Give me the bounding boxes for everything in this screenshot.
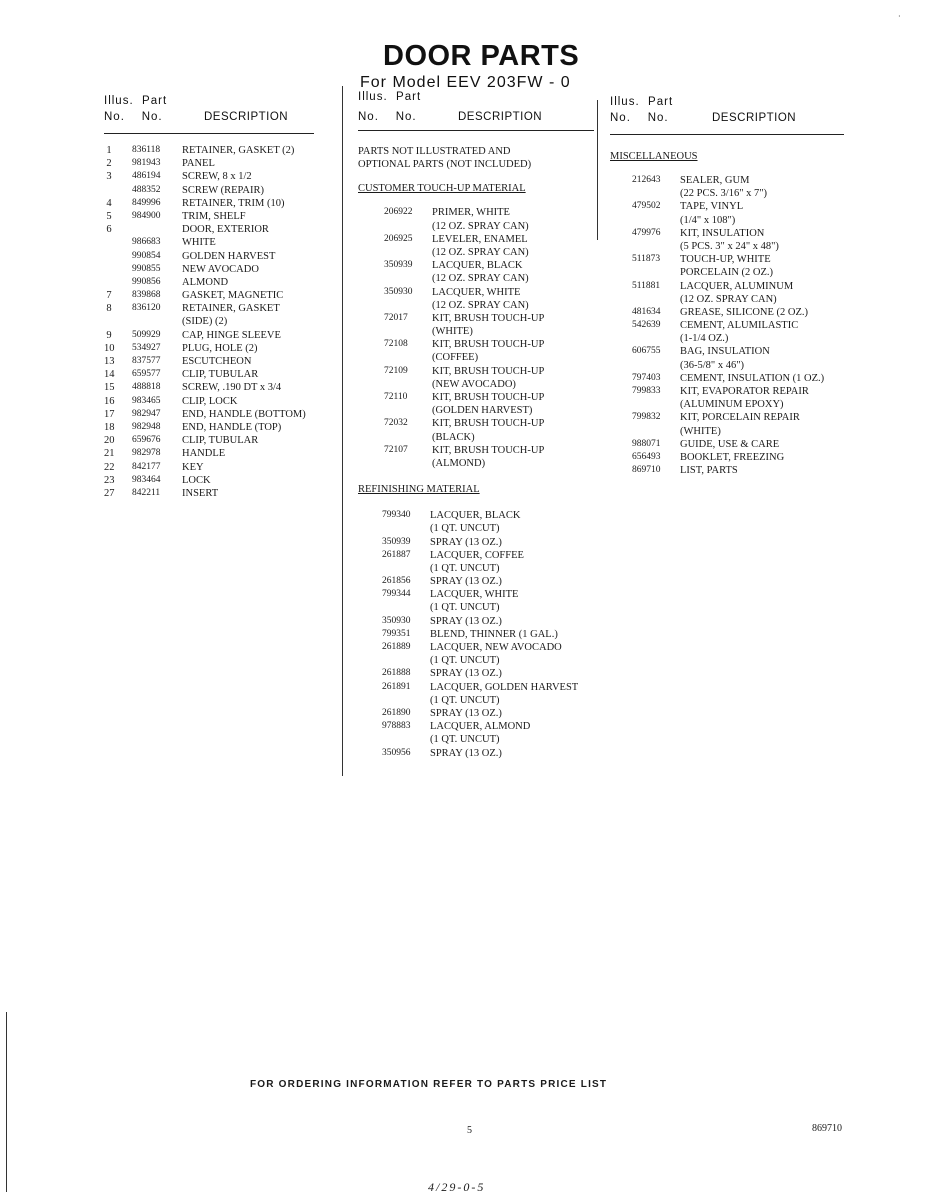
part-description: LACQUER, WHITE [432, 286, 521, 298]
list-item [358, 707, 594, 720]
illus-number: 4 [106, 197, 112, 209]
list-item [104, 368, 314, 381]
part-description: KIT, EVAPORATOR REPAIR [680, 386, 809, 397]
list-item [610, 293, 850, 306]
illus-number: 1 [106, 145, 112, 156]
part-number: 799344 [382, 589, 411, 600]
list-item [104, 381, 314, 394]
part-description: (22 PCS. 3/16" x 7") [680, 188, 768, 200]
list-item [104, 408, 314, 421]
part-number: 799832 [632, 412, 661, 423]
part-description: LACQUER, GOLDEN HARVEST [430, 681, 579, 693]
list-item [358, 615, 594, 628]
part-description: (1 QT. UNCUT) [430, 523, 500, 535]
list-item [358, 286, 594, 299]
list-item [358, 325, 594, 338]
part-number: 837577 [132, 356, 161, 366]
part-description: (1 QT. UNCUT) [430, 694, 500, 706]
part-description: GUIDE, USE & CARE [680, 438, 780, 450]
list-item [610, 398, 850, 411]
part-description: SCREW, .190 DT x 3/4 [182, 382, 282, 394]
list-item [358, 733, 594, 746]
list-item [104, 197, 314, 210]
part-number: 659676 [132, 435, 161, 446]
part-description: KIT, BRUSH TOUCH-UP [432, 312, 545, 324]
part-description: END, HANDLE (TOP) [182, 421, 282, 433]
part-description: KIT, BRUSH TOUCH-UP [432, 365, 545, 377]
list-item [104, 184, 314, 197]
part-description: SPRAY (13 OZ.) [430, 536, 502, 548]
part-description: SPRAY (13 OZ.) [430, 668, 502, 680]
part-description: (1 QT. UNCUT) [430, 562, 500, 574]
refinish-section-title: REFINISHING MATERIAL [358, 484, 480, 496]
part-description: (WHITE) [680, 425, 721, 437]
part-description: (36-5/8" x 46") [680, 359, 744, 371]
part-number: 978883 [382, 721, 411, 732]
part-number: 982947 [132, 408, 161, 419]
part-description: KEY [182, 461, 204, 473]
part-number: 542639 [632, 320, 661, 331]
part-number: 261856 [382, 576, 411, 587]
part-number: 849996 [132, 197, 161, 208]
list-item [104, 144, 314, 157]
part-description: HANDLE [182, 448, 226, 460]
list-item [610, 345, 850, 358]
part-description: LACQUER, WHITE [430, 589, 519, 601]
illus-number: 13 [104, 356, 115, 367]
part-description: DOOR, EXTERIOR [182, 224, 269, 236]
middle-header [358, 91, 594, 127]
list-item [104, 263, 314, 276]
part-number: 842211 [132, 487, 161, 498]
handwritten-date: 4/29-0-5 [428, 1180, 486, 1194]
illus-number: 17 [104, 408, 115, 420]
part-number: 488352 [132, 184, 161, 195]
illus-part-header: Illus. Part [610, 96, 674, 108]
description-header: DESCRIPTION [458, 111, 543, 123]
part-description: PLUG, HOLE (2) [182, 342, 258, 354]
list-item [358, 365, 594, 378]
part-description: BLEND, THINNER (1 GAL.) [430, 628, 558, 640]
illus-number: 3 [106, 171, 112, 183]
list-item [104, 421, 314, 434]
description-header: DESCRIPTION [204, 111, 289, 123]
list-item [358, 391, 594, 404]
list-item [610, 280, 850, 293]
right-header-rule [610, 134, 844, 135]
part-description: LOCK [182, 474, 211, 486]
list-item [358, 641, 594, 654]
list-item [610, 411, 850, 424]
part-description: (1/4" x 108") [680, 214, 736, 226]
part-number: 261889 [382, 642, 411, 653]
part-description: PORCELAIN (2 OZ.) [680, 267, 774, 279]
list-item [610, 464, 850, 477]
illus-part-header: Illus. Part [104, 95, 168, 107]
page-number: 5 [467, 1125, 472, 1136]
part-number: 350939 [384, 260, 413, 271]
part-number: 72109 [384, 365, 408, 376]
part-description: GREASE, SILICONE (2 OZ.) [680, 306, 809, 318]
list-item [104, 329, 314, 342]
list-item [104, 474, 314, 487]
list-item [358, 404, 594, 417]
column-divider-right [597, 100, 598, 240]
part-number: 797403 [632, 372, 661, 383]
list-item [104, 447, 314, 460]
part-description: PRIMER, WHITE [432, 207, 510, 219]
illus-number: 8 [106, 303, 112, 315]
touchup-parts-list [358, 206, 594, 470]
list-item [104, 250, 314, 263]
list-item [610, 425, 850, 438]
part-number: 982948 [132, 421, 161, 432]
part-description: (1 QT. UNCUT) [430, 602, 500, 614]
part-description: (SIDE) (2) [182, 316, 228, 328]
part-description: CAP, HINGE SLEEVE [182, 329, 281, 341]
list-item [610, 187, 850, 200]
list-item [610, 253, 850, 266]
refinish-parts-list [358, 509, 594, 760]
part-number: 72107 [384, 444, 408, 455]
part-description: SPRAY (13 OZ.) [430, 707, 502, 719]
part-description: (ALMOND) [432, 457, 486, 469]
part-description: SCREW (REPAIR) [182, 184, 264, 196]
list-item [358, 444, 594, 457]
part-number: 836120 [132, 303, 161, 314]
part-description: (GOLDEN HARVEST) [432, 405, 533, 417]
model-subtitle: For Model EEV 203FW - 0 [360, 74, 571, 91]
list-item [610, 240, 850, 253]
list-item [358, 667, 594, 680]
list-item [610, 214, 850, 227]
list-item [358, 681, 594, 694]
part-description: SPRAY (13 OZ.) [430, 747, 502, 759]
list-item [358, 299, 594, 312]
part-number: 261888 [382, 668, 411, 679]
list-item [358, 628, 594, 641]
list-item [358, 206, 594, 219]
part-description: GASKET, MAGNETIC [182, 290, 284, 302]
part-number: 534927 [132, 342, 161, 353]
part-description: SEALER, GUM [680, 175, 750, 186]
description-header: DESCRIPTION [712, 112, 797, 124]
part-description: INSERT [182, 487, 219, 499]
list-item [358, 417, 594, 430]
part-number: 799833 [632, 386, 661, 396]
part-number: 72110 [384, 392, 408, 403]
list-item [358, 378, 594, 391]
part-description: LACQUER, ALUMINUM [680, 280, 794, 292]
part-description: KIT, BRUSH TOUCH-UP [432, 392, 545, 404]
middle-column [358, 91, 594, 760]
illus-number: 14 [104, 369, 115, 381]
part-description: RETAINER, GASKET [182, 303, 280, 315]
part-description: (12 OZ. SPRAY CAN) [432, 220, 529, 232]
part-number: 350930 [382, 615, 411, 626]
part-number: 990855 [132, 263, 161, 274]
part-number: 261891 [382, 681, 411, 692]
part-number: 990854 [132, 250, 161, 261]
part-number: 656493 [632, 451, 661, 462]
list-item [104, 355, 314, 368]
part-description: GOLDEN HARVEST [182, 250, 276, 262]
illus-part-header: Illus. Part [358, 91, 422, 103]
part-description: SPRAY (13 OZ.) [430, 576, 502, 588]
illus-number: 20 [104, 435, 115, 447]
middle-header-rule [358, 130, 594, 131]
list-item [358, 457, 594, 470]
part-number: 72017 [384, 312, 408, 323]
part-number: 659577 [132, 369, 161, 380]
part-number: 509929 [132, 329, 161, 340]
part-description: CLIP, LOCK [182, 395, 238, 407]
list-item [610, 372, 850, 385]
list-item [104, 315, 314, 328]
list-item [358, 272, 594, 285]
list-item [358, 601, 594, 614]
touchup-section-title: CUSTOMER TOUCH-UP MATERIAL [358, 183, 526, 195]
illus-number: 23 [104, 474, 115, 486]
part-description: LACQUER, COFFEE [430, 549, 524, 561]
no-no-header: No. No. [104, 111, 163, 123]
list-item [358, 509, 594, 522]
list-item [358, 522, 594, 535]
part-description: LACQUER, BLACK [432, 260, 523, 272]
list-item [104, 223, 314, 236]
part-description: BOOKLET, FREEZING [680, 451, 785, 463]
list-item [104, 157, 314, 170]
illus-number: 22 [104, 461, 115, 473]
part-number: 350939 [382, 536, 411, 547]
list-item [104, 302, 314, 315]
part-description: PANEL [182, 158, 215, 170]
list-item [358, 654, 594, 667]
part-number: 983464 [132, 474, 161, 485]
part-number: 511881 [632, 280, 661, 291]
list-item [610, 200, 850, 213]
part-description: (ALUMINUM EPOXY) [680, 399, 784, 411]
part-description: (BLACK) [432, 431, 475, 443]
list-item [610, 438, 850, 451]
list-item [358, 312, 594, 325]
illus-number: 10 [104, 342, 115, 354]
illus-number: 27 [104, 487, 115, 499]
list-item [358, 549, 594, 562]
part-description: (1-1/4 OZ.) [680, 333, 729, 345]
list-item [358, 536, 594, 549]
part-number: 984900 [132, 210, 161, 221]
part-number: 990856 [132, 276, 161, 287]
part-number: 869710 [632, 465, 661, 476]
part-number: 206925 [384, 233, 413, 244]
left-header [104, 95, 314, 131]
part-number: 72032 [384, 418, 408, 429]
list-item [610, 385, 850, 398]
part-description: CEMENT, ALUMILASTIC [680, 320, 799, 332]
scan-mark: · [898, 12, 901, 21]
part-description: SPRAY (13 OZ.) [430, 615, 502, 627]
list-item [358, 747, 594, 760]
part-number: 206922 [384, 207, 413, 218]
illus-number: 6 [106, 224, 112, 236]
list-item [358, 694, 594, 707]
part-description: TAPE, VINYL [680, 201, 744, 213]
part-number: 488818 [132, 382, 161, 393]
part-description: CEMENT, INSULATION (1 OZ.) [680, 372, 825, 384]
part-description: (COFFEE) [432, 352, 479, 364]
margin-line [6, 1012, 7, 1192]
list-item [610, 266, 850, 279]
no-no-header: No. No. [358, 111, 417, 123]
part-number: 799340 [382, 510, 411, 521]
list-item [358, 259, 594, 272]
list-item [358, 338, 594, 351]
list-item [358, 220, 594, 233]
part-number: 350930 [384, 286, 413, 297]
misc-parts-list [610, 174, 850, 477]
part-number: 479502 [632, 201, 661, 212]
list-item [358, 720, 594, 733]
list-item [104, 170, 314, 183]
list-item [610, 227, 850, 240]
part-number: 479976 [632, 227, 661, 238]
part-number: 799351 [382, 628, 411, 639]
part-description: CLIP, TUBULAR [182, 435, 259, 447]
part-description: LEVELER, ENAMEL [432, 233, 528, 245]
part-description: ESCUTCHEON [182, 356, 252, 367]
part-description: END, HANDLE (BOTTOM) [182, 408, 306, 420]
list-item [104, 342, 314, 355]
part-description: (1 QT. UNCUT) [430, 734, 500, 746]
left-header-rule [104, 133, 314, 134]
part-description: LACQUER, BLACK [430, 510, 521, 522]
list-item [104, 461, 314, 474]
list-item [358, 351, 594, 364]
illus-number: 5 [106, 210, 112, 222]
part-number: 981943 [132, 158, 161, 169]
list-item [610, 332, 850, 345]
list-item [610, 451, 850, 464]
list-item [358, 431, 594, 444]
part-description: KIT, BRUSH TOUCH-UP [432, 339, 545, 351]
part-number: 988071 [632, 438, 661, 449]
part-number: 72108 [384, 339, 408, 350]
part-description: LACQUER, ALMOND [430, 721, 531, 733]
left-parts-list [104, 144, 314, 500]
part-description: TRIM, SHELF [182, 210, 246, 222]
part-number: 982978 [132, 448, 161, 459]
part-number: 986683 [132, 237, 161, 248]
list-item [104, 276, 314, 289]
list-item [358, 246, 594, 259]
part-description: KIT, PORCELAIN REPAIR [680, 412, 800, 424]
list-item [104, 289, 314, 302]
part-description: (5 PCS. 3" x 24" x 48") [680, 240, 779, 252]
part-description: (12 OZ. SPRAY CAN) [432, 299, 529, 311]
document-number: 869710 [812, 1123, 842, 1134]
page-title: DOOR PARTS [383, 40, 580, 72]
right-header [610, 96, 850, 132]
part-description: SCREW, 8 x 1/2 [182, 171, 252, 183]
part-description: BAG, INSULATION [680, 346, 770, 358]
part-number: 481634 [632, 306, 661, 317]
list-item [104, 434, 314, 447]
part-number: 839868 [132, 290, 161, 301]
illus-number: 2 [106, 158, 112, 170]
part-description: RETAINER, GASKET (2) [182, 145, 295, 156]
part-description: TOUCH-UP, WHITE [680, 254, 771, 266]
illus-number: 9 [106, 329, 112, 341]
part-description: CLIP, TUBULAR [182, 369, 259, 381]
part-description: LACQUER, NEW AVOCADO [430, 642, 562, 654]
part-description: (12 OZ. SPRAY CAN) [432, 273, 529, 285]
part-description: KIT, INSULATION [680, 227, 765, 239]
illus-number: 16 [104, 395, 115, 407]
part-description: (WHITE) [432, 326, 473, 338]
list-item [104, 395, 314, 408]
part-description: KIT, BRUSH TOUCH-UP [432, 418, 545, 430]
part-number: 261887 [382, 549, 411, 560]
part-description: LIST, PARTS [680, 465, 738, 477]
illus-number: 7 [106, 290, 112, 302]
list-item [610, 359, 850, 372]
list-item [358, 575, 594, 588]
right-column [610, 96, 850, 477]
part-number: 350956 [382, 747, 411, 758]
illus-number: 21 [104, 448, 115, 460]
list-item [104, 236, 314, 249]
list-item [358, 233, 594, 246]
misc-section-title: MISCELLANEOUS [610, 151, 698, 162]
part-number: 836118 [132, 145, 161, 155]
part-description: NEW AVOCADO [182, 263, 259, 275]
part-description: (12 OZ. SPRAY CAN) [432, 246, 529, 258]
list-item [610, 319, 850, 332]
column-divider-left [342, 86, 343, 776]
part-number: 983465 [132, 395, 161, 406]
part-number: 511873 [632, 254, 661, 265]
list-item [104, 210, 314, 223]
list-item [610, 174, 850, 187]
part-number: 842177 [132, 461, 161, 472]
part-description: (NEW AVOCADO) [432, 378, 516, 390]
part-description: (1 QT. UNCUT) [430, 655, 500, 667]
part-description: KIT, BRUSH TOUCH-UP [432, 444, 545, 456]
illus-number: 18 [104, 421, 115, 433]
part-number: 606755 [632, 346, 661, 357]
part-number: 212643 [632, 175, 661, 185]
not-illustrated-note: PARTS NOT ILLUSTRATED AND OPTIONAL PARTS (NOT INCLUDED) [358, 146, 532, 171]
illus-number: 15 [104, 382, 115, 394]
part-description: RETAINER, TRIM (10) [182, 197, 285, 209]
part-description: ALMOND [182, 276, 229, 288]
no-no-header: No. No. [610, 112, 669, 124]
part-description: (12 OZ. SPRAY CAN) [680, 293, 777, 305]
left-column [104, 95, 314, 500]
list-item [358, 588, 594, 601]
list-item [358, 562, 594, 575]
list-item [104, 487, 314, 500]
list-item [610, 306, 850, 319]
part-description: WHITE [182, 237, 216, 249]
part-number: 261890 [382, 707, 411, 718]
part-number: 486194 [132, 171, 161, 182]
ordering-footer: FOR ORDERING INFORMATION REFER TO PARTS PRICE LIST [250, 1079, 608, 1090]
